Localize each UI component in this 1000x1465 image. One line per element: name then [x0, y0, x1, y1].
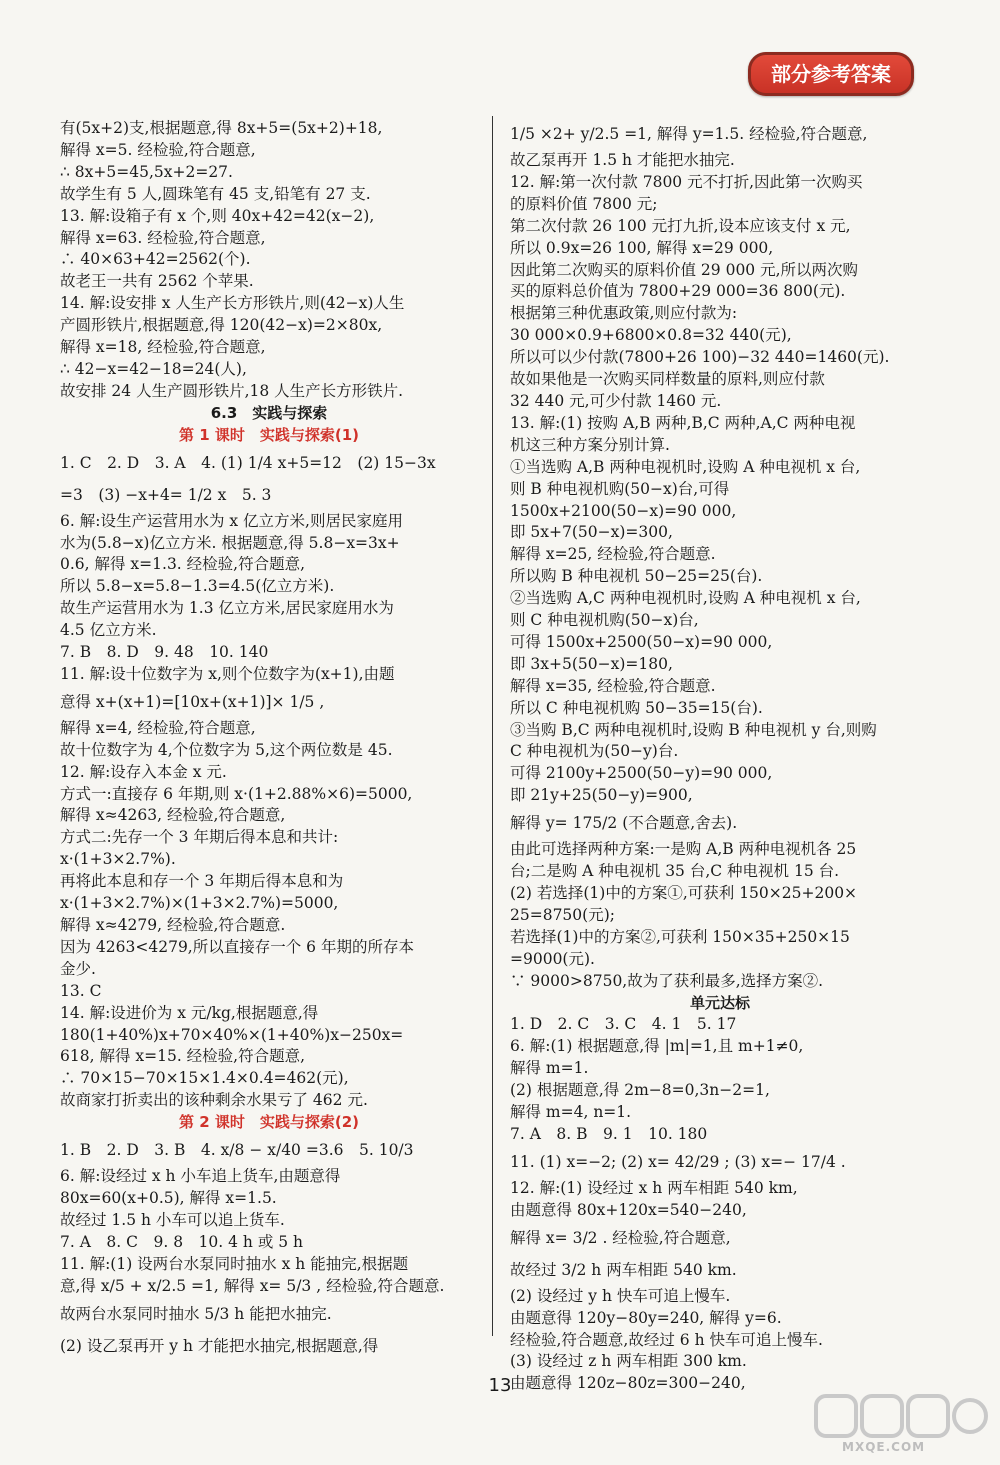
text-line: 6. 解:设经过 x h 小车追上货车,由题意得 [60, 1167, 341, 1186]
text-line: 解得 x= 3/2 . 经检验,符合题意, [510, 1228, 731, 1247]
text-line: 所以 5.8−x=5.8−1.3=4.5(亿立方米). [60, 577, 335, 596]
text-line: 11. (1) x=−2; (2) x= 42/29 ; (3) x=− 17/4 . [510, 1152, 846, 1171]
text-line: 故学生有 5 人,圆珠笔有 45 支,铅笔有 27 支. [60, 184, 371, 203]
text-line: 故老王一共有 2562 个苹果. [60, 272, 254, 291]
text-line: 故安排 24 人生产圆形铁片,18 人生产长方形铁片. [60, 381, 404, 400]
text-line: 水为(5.8−x)亿立方米. 根据题意,得 5.8−x=3x+ [60, 533, 400, 552]
text-line: 则 C 种电视机购(50−x)台, [510, 611, 699, 630]
text-line: (3) 设经过 z h 两车相距 300 km. [510, 1352, 747, 1371]
text-line: (2) 设经过 y h 快车可追上慢车. [510, 1286, 731, 1305]
text-line: ③当购 B,C 两种电视机时,设购 B 种电视机 y 台,则购 [510, 720, 877, 739]
text-line: 即 21y+25(50−y)=900, [510, 786, 693, 805]
text-line: 32 440 元,可少付款 1460 元. [510, 391, 722, 410]
text-line: 解得 x≈4263, 经检验,符合题意, [60, 806, 286, 825]
text-line: 解得 x=4, 经检验,符合题意, [60, 718, 256, 737]
text-line: 故两台水泵同时抽水 5/3 h 能把水抽完. [60, 1304, 332, 1323]
text-line: 6. 解:(1) 根据题意,得 |m|=1,且 m+1≠0, [510, 1037, 804, 1056]
text-line: x·(1+3×2.7%)×(1+3×2.7%)=5000, [60, 894, 339, 913]
text-line: 618, 解得 x=15. 经检验,符合题意, [60, 1047, 306, 1066]
text-line: 14. 解:设安排 x 人生产长方形铁片,则(42−x)人生 [60, 294, 405, 313]
text-line: 机这三种方案分别计算. [510, 435, 670, 454]
text-line: 1500x+2100(50−x)=90 000, [510, 501, 737, 520]
text-line: 解得 x=18, 经检验,符合题意, [60, 338, 266, 357]
text-line: 台;二是购 A 种电视机 35 台,C 种电视机 15 台. [510, 862, 840, 881]
text-line: 方式二:先存一个 3 年期后得本息和共计: [60, 828, 339, 847]
text-line: 再将此本息和存一个 3 年期后得本息和为 [60, 872, 344, 891]
text-line: 故经过 3/2 h 两车相距 540 km. [510, 1260, 737, 1279]
text-line: 即 3x+5(50−x)=180, [510, 654, 673, 673]
text-line: 4.5 亿立方米. [60, 621, 157, 640]
text-line: 可得 2100y+2500(50−y)=90 000, [510, 764, 773, 783]
text-line: 14. 解:设进价为 x 元/kg,根据题意,得 [60, 1003, 319, 1022]
text-line: 11. 解:(1) 设两台水泵同时抽水 x h 能抽完,根据题 [60, 1254, 409, 1273]
text-line: 方式一:直接存 6 年期,则 x·(1+2.88%×6)=5000, [60, 784, 413, 803]
text-line: 11. 解:设十位数字为 x,则个位数字为(x+1),由题 [60, 664, 395, 683]
text-line: 由此可选择两种方案:一是购 A,B 两种电视机各 25 [510, 840, 857, 859]
text-line: x·(1+3×2.7%). [60, 850, 176, 869]
text-line: 产圆形铁片,根据题意,得 120(42−x)=2×80x, [60, 316, 383, 335]
text-line: 第 2 课时 实践与探索(2) [178, 1113, 360, 1132]
text-line: 1. D 2. C 3. C 4. 1 5. 17 [510, 1015, 737, 1034]
text-line: 由题意得 120y−80y=240, 解得 y=6. [510, 1308, 782, 1327]
text-line: 故乙泵再开 1.5 h 才能把水抽完. [510, 151, 735, 169]
text-line: (2) 若选择(1)中的方案①,可获利 150×25+200× [510, 884, 858, 902]
text-line: 7. A 8. C 9. 8 10. 4 h 或 5 h [60, 1232, 304, 1251]
text-line: ∵ 9000>8750,故为了获利最多,选择方案②. [510, 971, 824, 990]
page-number: 13 [488, 1375, 512, 1396]
text-line: (2) 设乙泵再开 y h 才能把水抽完,根据题意,得 [60, 1336, 379, 1355]
text-line: 因为 4263<4279,所以直接存一个 6 年期的所存本 [60, 937, 414, 956]
text-line: 13. 解:设箱子有 x 个,则 40x+42=42(x−2), [60, 206, 375, 225]
text-line: 解得 x=5. 经检验,符合题意, [60, 140, 256, 159]
text-line: 由题意得 120z−80z=300−240, [510, 1374, 746, 1393]
text-line: 1/5 ×2+ y/2.5 =1, 解得 y=1.5. 经检验,符合题意, [510, 125, 868, 143]
left-column [60, 118, 478, 1362]
text-line: 1. C 2. D 3. A 4. (1) 1/4 x+5=12 (2) 15−3x [60, 453, 436, 472]
text-line: 即 5x+7(50−x)=300, [510, 523, 673, 542]
text-line: 若选择(1)中的方案②,可获利 150×35+250×15 [510, 927, 850, 946]
text-line: 1. B 2. D 3. B 4. x/8 − x/40 =3.6 5. 10/3 [60, 1141, 414, 1160]
text-line: 故生产运营用水为 1.3 亿立方米,居民家庭用水为 [60, 599, 394, 618]
section-badge: 部分参考答案 [748, 52, 914, 96]
text-line: 有(5x+2)支,根据题意,得 8x+5=(5x+2)+18, [60, 119, 383, 137]
text-line: ∴ 8x+5=45,5x+2=27. [60, 162, 233, 181]
text-line: 解得 y= 175/2 (不合题意,舍去). [510, 814, 738, 833]
right-column [510, 118, 930, 1395]
text-line: 6.3 实践与探索 [210, 403, 328, 422]
text-line: 解得 m=1. [510, 1059, 589, 1078]
text-line: 的原料价值 7800 元; [510, 194, 658, 213]
text-line: ∴ 40×63+42=2562(个). [60, 250, 251, 269]
text-line: 由题意得 80x+120x=540−240, [510, 1200, 747, 1219]
text-line: 单元达标 [689, 993, 750, 1012]
text-line: 30 000×0.9+6800×0.8=32 440(元), [510, 326, 792, 345]
text-line: 可得 1500x+2500(50−x)=90 000, [510, 632, 773, 651]
text-line: 13. C [60, 981, 102, 1000]
text-line: 12. 解:设存入本金 x 元. [60, 762, 227, 781]
watermark-text: MXQE.COM [842, 1440, 926, 1454]
text-line: 则 B 种电视机购(50−x)台,可得 [510, 479, 730, 498]
text-line: 13. 解:(1) 按购 A,B 两种,B,C 两种,A,C 两种电视 [510, 413, 856, 432]
text-line: 所以 0.9x=26 100, 解得 x=29 000, [510, 238, 774, 257]
text-line: 80x=60(x+0.5), 解得 x=1.5. [60, 1188, 277, 1207]
text-line: 解得 x=25, 经检验,符合题意. [510, 545, 716, 564]
text-line: 根据第三种优惠政策,则应付款为: [510, 304, 738, 323]
text-line: 解得 x=63. 经检验,符合题意, [60, 228, 266, 247]
text-line: 故如果他是一次购买同样数量的原料,则应付款 [510, 370, 825, 389]
text-line: 所以购 B 种电视机 50−25=25(台). [510, 567, 763, 586]
text-line: 0.6, 解得 x=1.3. 经检验,符合题意, [60, 555, 306, 574]
column-divider [492, 116, 493, 1336]
text-line: ∴ 70×15−70×15×1.4×0.4=462(元), [60, 1069, 349, 1088]
text-line: 25=8750(元); [510, 905, 615, 924]
text-line: =9000(元). [510, 949, 595, 968]
text-line: 第二次付款 26 100 元打九折,设本应该支付 x 元, [510, 216, 851, 235]
text-line: C 种电视机为(50−y)台. [510, 742, 679, 761]
text-line: 解得 x≈4279, 经检验,符合题意. [60, 916, 286, 934]
text-line: 意,得 x/5 + x/2.5 =1, 解得 x= 5/3 , 经检验,符合题意. [60, 1276, 445, 1295]
text-line: 解得 x=35, 经检验,符合题意. [510, 676, 716, 695]
text-line: 经检验,符合题意,故经过 6 h 快车可追上慢车. [510, 1330, 823, 1349]
text-line: 第 1 课时 实践与探索(1) [178, 425, 360, 444]
text-line: 12. 解:(1) 设经过 x h 两车相距 540 km, [510, 1178, 798, 1197]
text-line: (2) 根据题意,得 2m−8=0,3n−2=1, [510, 1081, 770, 1100]
text-line: 意得 x+(x+1)=[10x+(x+1)]× 1/5 , [60, 692, 325, 711]
text-line: ①当选购 A,B 两种电视机时,设购 A 种电视机 x 台, [510, 457, 861, 476]
text-line: ②当选购 A,C 两种电视机时,设购 A 种电视机 x 台, [510, 589, 861, 608]
text-line: 故十位数字为 4,个位数字为 5,这个两位数是 45. [60, 740, 393, 759]
text-line: ∴ 42−x=42−18=24(人), [60, 359, 247, 378]
text-line: 金少. [60, 959, 96, 978]
text-line: 故经过 1.5 h 小车可以追上货车. [60, 1210, 285, 1229]
text-line: 6. 解:设生产运营用水为 x 亿立方米,则居民家庭用 [60, 511, 403, 530]
text-line: 所以 C 种电视机购 50−35=15(台). [510, 698, 763, 717]
text-line: =3 (3) −x+4= 1/2 x 5. 3 [60, 485, 272, 504]
text-line: 7. B 8. D 9. 48 10. 140 [60, 643, 269, 662]
text-line: 12. 解:第一次付款 7800 元不打折,因此第一次购买 [510, 172, 863, 191]
text-line: 解得 m=4, n=1. [510, 1103, 632, 1122]
text-line: 因此第二次购买的原料价值 29 000 元,所以两次购 [510, 260, 859, 279]
text-line: 故商家打折卖出的该种剩余水果亏了 462 元. [60, 1091, 368, 1110]
text-line: 7. A 8. B 9. 1 10. 180 [510, 1124, 708, 1143]
text-line: 180(1+40%)x+70×40%×(1+40%)x−250x= [60, 1025, 404, 1044]
text-line: 所以可以少付款(7800+26 100)−32 440=1460(元). [510, 348, 890, 367]
text-line: 买的原料总价值为 7800+29 000=36 800(元). [510, 282, 846, 301]
